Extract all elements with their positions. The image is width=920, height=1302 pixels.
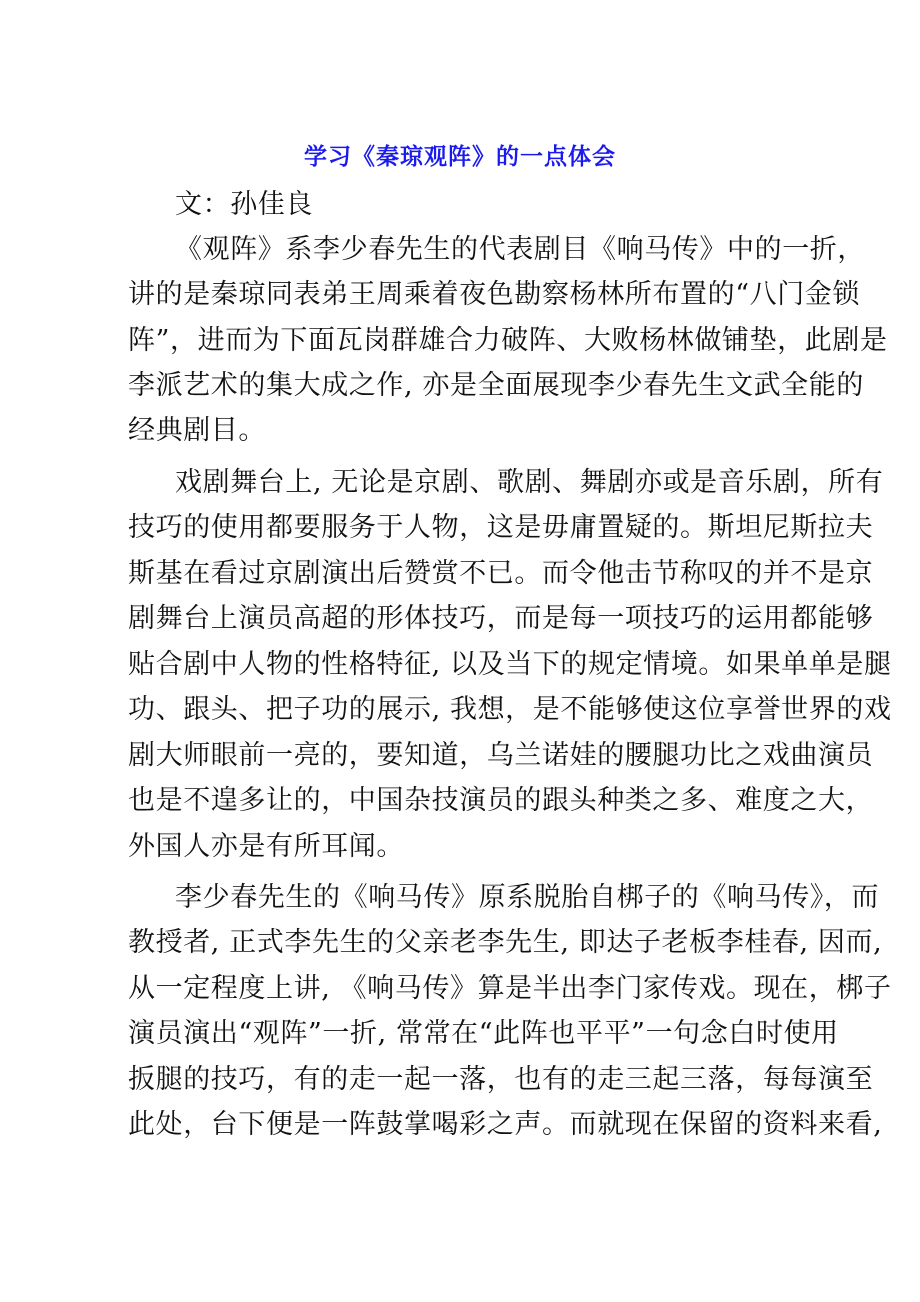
paragraph-2-line-1: 戏剧舞台上, 无论是京剧、歌剧、舞剧亦或是音乐剧，所有 [175,467,884,498]
paragraph-3-line-1: 李少春先生的《响马传》原系脱胎自梆子的《响马传》，而 [175,882,880,913]
paragraph-2-line-7: 剧大师眼前一亮的，要知道，乌兰诺娃的腰腿功比之戏曲演员 [128,740,874,771]
paragraph-3-line-4: 演员演出“观阵”一折, 常常在“此阵也平平”一句念白时使用 [128,1018,839,1049]
paragraph-2-line-3: 斯基在看过京剧演出后赞赏不已。而令他击节称叹的并不是京 [128,558,874,589]
paragraph-2-line-5: 贴合剧中人物的性格特征, 以及当下的规定情境。如果单单是腿 [128,649,892,680]
paragraph-2-line-2: 技巧的使用都要服务于人物，这是毋庸置疑的。斯坦尼斯拉夫 [128,512,874,543]
paragraph-1-line-5: 经典剧目。 [128,415,266,446]
paragraph-3-line-5: 扳腿的技巧，有的走一起一落，也有的走三起三落，每每演至 [128,1064,874,1095]
document-title: 学习《秦琼观阵》的一点体会 [304,144,616,170]
paragraph-3-line-6: 此处，台下便是一阵鼓掌喝彩之声。而就现在保留的资料来看, [128,1109,883,1140]
paragraph-3-line-2: 教授者, 正式李先生的父亲老李先生, 即达子老板李桂春, 因而, [128,927,883,958]
paragraph-2-line-4: 剧舞台上演员高超的形体技巧，而是每一项技巧的运用都能够 [128,603,874,634]
paragraph-2-line-9: 外国人亦是有所耳闻。 [128,831,404,862]
paragraph-1-line-1: 《观阵》系李少春先生的代表剧目《响马传》中的一折， [175,234,865,265]
paragraph-1-line-4: 李派艺术的集大成之作, 亦是全面展现李少春先生文武全能的 [128,370,864,401]
paragraph-2-line-8: 也是不遑多让的，中国杂技演员的跟头种类之多、难度之大， [128,785,874,816]
paragraph-3-line-3: 从一定程度上讲, 《响马传》算是半出李门家传戏。现在，梆子 [128,973,892,1004]
author-line: 文：孙佳良 [175,189,313,220]
paragraph-2-line-6: 功、跟头、把子功的展示, 我想，是不能够使这位享誉世界的戏 [128,694,892,725]
paragraph-1-line-2: 讲的是秦琼同表弟王周乘着夜色勘察杨林所布置的“八门金锁 [128,279,861,310]
paragraph-1-line-3: 阵”，进而为下面瓦岗群雄合力破阵、大败杨林做铺垫，此剧是 [128,325,888,356]
